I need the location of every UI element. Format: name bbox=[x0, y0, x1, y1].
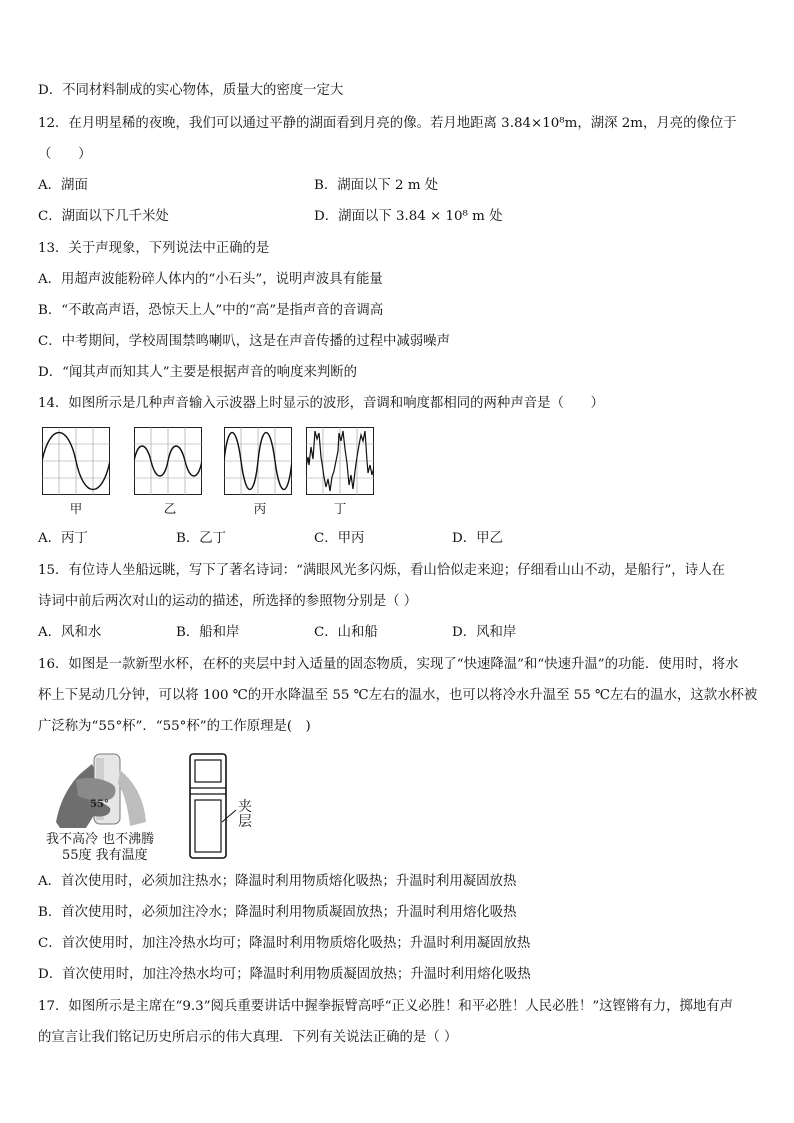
q15-option-d: D．风和岸 bbox=[452, 625, 517, 640]
waveform-bing bbox=[224, 427, 292, 495]
waveform-label-ding: 丁 bbox=[333, 501, 347, 516]
waveform-jia bbox=[42, 427, 110, 495]
q12-option-c: C．湖面以下几千米处 bbox=[38, 209, 169, 224]
waveform-label-bing: 丙 bbox=[253, 501, 267, 516]
q16-option-d: D．首次使用时，加注冷热水均可；降温时利用物质凝固放热；升温时利用熔化吸热 bbox=[38, 967, 531, 982]
q15-stem-line-1: 15．有位诗人坐船远眺，写下了著名诗词：“满眼风光多闪烁，看山恰似走来迎；仔细看山山不动，是船行”，诗人在 bbox=[38, 563, 725, 578]
q14-option-a: A．丙丁 bbox=[38, 531, 88, 546]
q15-option-a: A．风和水 bbox=[38, 625, 102, 640]
cup-mark-55: 55° bbox=[90, 799, 109, 810]
layer-label-1: 夹 bbox=[238, 799, 252, 815]
q14-option-c: C．甲丙 bbox=[314, 531, 365, 546]
q16-option-b: B．首次使用时，必须加注冷水；降温时利用物质凝固放热；升温时利用熔化吸热 bbox=[38, 905, 517, 920]
q14-option-b: B．乙丁 bbox=[176, 531, 227, 546]
q16-option-a: A．首次使用时，必须加注热水；降温时利用物质熔化吸热；升温时利用凝固放热 bbox=[38, 874, 517, 889]
q13-option-c: C．中考期间，学校周围禁鸣喇叭，这是在声音传播的过程中减弱噪声 bbox=[38, 334, 450, 349]
cup-photo bbox=[46, 750, 158, 830]
q12-stem-line-2: （ ） bbox=[38, 147, 92, 162]
q15-option-b: B．船和岸 bbox=[176, 625, 240, 640]
q12-option-b: B．湖面以下 2 m 处 bbox=[314, 178, 439, 193]
q13-option-b: B．“不敢高声语，恐惊天上人”中的“高”是指声音的音调高 bbox=[38, 303, 384, 318]
q16-stem-line-2: 杯上下晃动几分钟，可以将 100 ℃的开水降温至 55 ℃左右的温水，也可以将冷水升温至 55 ℃左右的温水，这款水杯被 bbox=[38, 688, 758, 703]
waveform-label-jia: 甲 bbox=[69, 501, 83, 516]
layer-label-2: 层 bbox=[238, 814, 252, 830]
waveform-ding bbox=[306, 427, 374, 495]
cup-caption-line-1: 我不高冷 也不沸腾 bbox=[46, 832, 155, 847]
q12-option-d: D．湖面以下 3.84 × 10⁸ m 处 bbox=[314, 209, 503, 224]
cup-caption-line-2: 55度 我有温度 bbox=[62, 848, 148, 863]
q13-stem: 13．关于声现象，下列说法中正确的是 bbox=[38, 241, 270, 256]
q16-stem-line-1: 16．如图是一款新型水杯，在杯的夹层中封入适量的固态物质，实现了“快速降温”和“快速升温”的功能．使用时，将水 bbox=[38, 657, 739, 672]
q15-stem-line-2: 诗词中前后两次对山的运动的描述，所选择的参照物分别是（ ） bbox=[38, 594, 418, 609]
q12-option-a: A．湖面 bbox=[38, 178, 88, 193]
q17-stem-line-2: 的宣言让我们铭记历史所启示的伟大真理．下列有关说法正确的是（ ） bbox=[38, 1030, 458, 1045]
q13-option-d: D．“闻其声而知其人”主要是根据声音的响度来判断的 bbox=[38, 365, 358, 380]
q16-stem-line-3: 广泛称为“55°杯”．“55°杯”的工作原理是( ) bbox=[38, 719, 311, 734]
q17-stem-line-1: 17．如图所示是主席在“9.3”阅兵重要讲话中握拳振臂高呼“正义必胜！和平必胜！人民必胜！”这铿锵有力，掷地有声 bbox=[38, 999, 734, 1014]
q16-option-c: C．首次使用时，加注冷热水均可；降温时利用物质熔化吸热；升温时利用凝固放热 bbox=[38, 936, 531, 951]
q12-stem-line-1: 12．在月明星稀的夜晚，我们可以通过平静的湖面看到月亮的像。若月地距离 3.84×10⁸m，湖深 2m，月亮的像位于 bbox=[38, 116, 737, 131]
q14-stem: 14．如图所示是几种声音输入示波器上时显示的波形，音调和响度都相同的两种声音是（ ） bbox=[38, 396, 605, 411]
q11-option-d: D．不同材料制成的实心物体，质量大的密度一定大 bbox=[38, 83, 344, 98]
waveform-yi bbox=[134, 427, 202, 495]
q15-option-c: C．山和船 bbox=[314, 625, 378, 640]
q13-option-a: A．用超声波能粉碎人体内的“小石头”，说明声波具有能量 bbox=[38, 272, 383, 287]
q14-option-d: D．甲乙 bbox=[452, 531, 503, 546]
waveform-label-yi: 乙 bbox=[163, 501, 177, 516]
